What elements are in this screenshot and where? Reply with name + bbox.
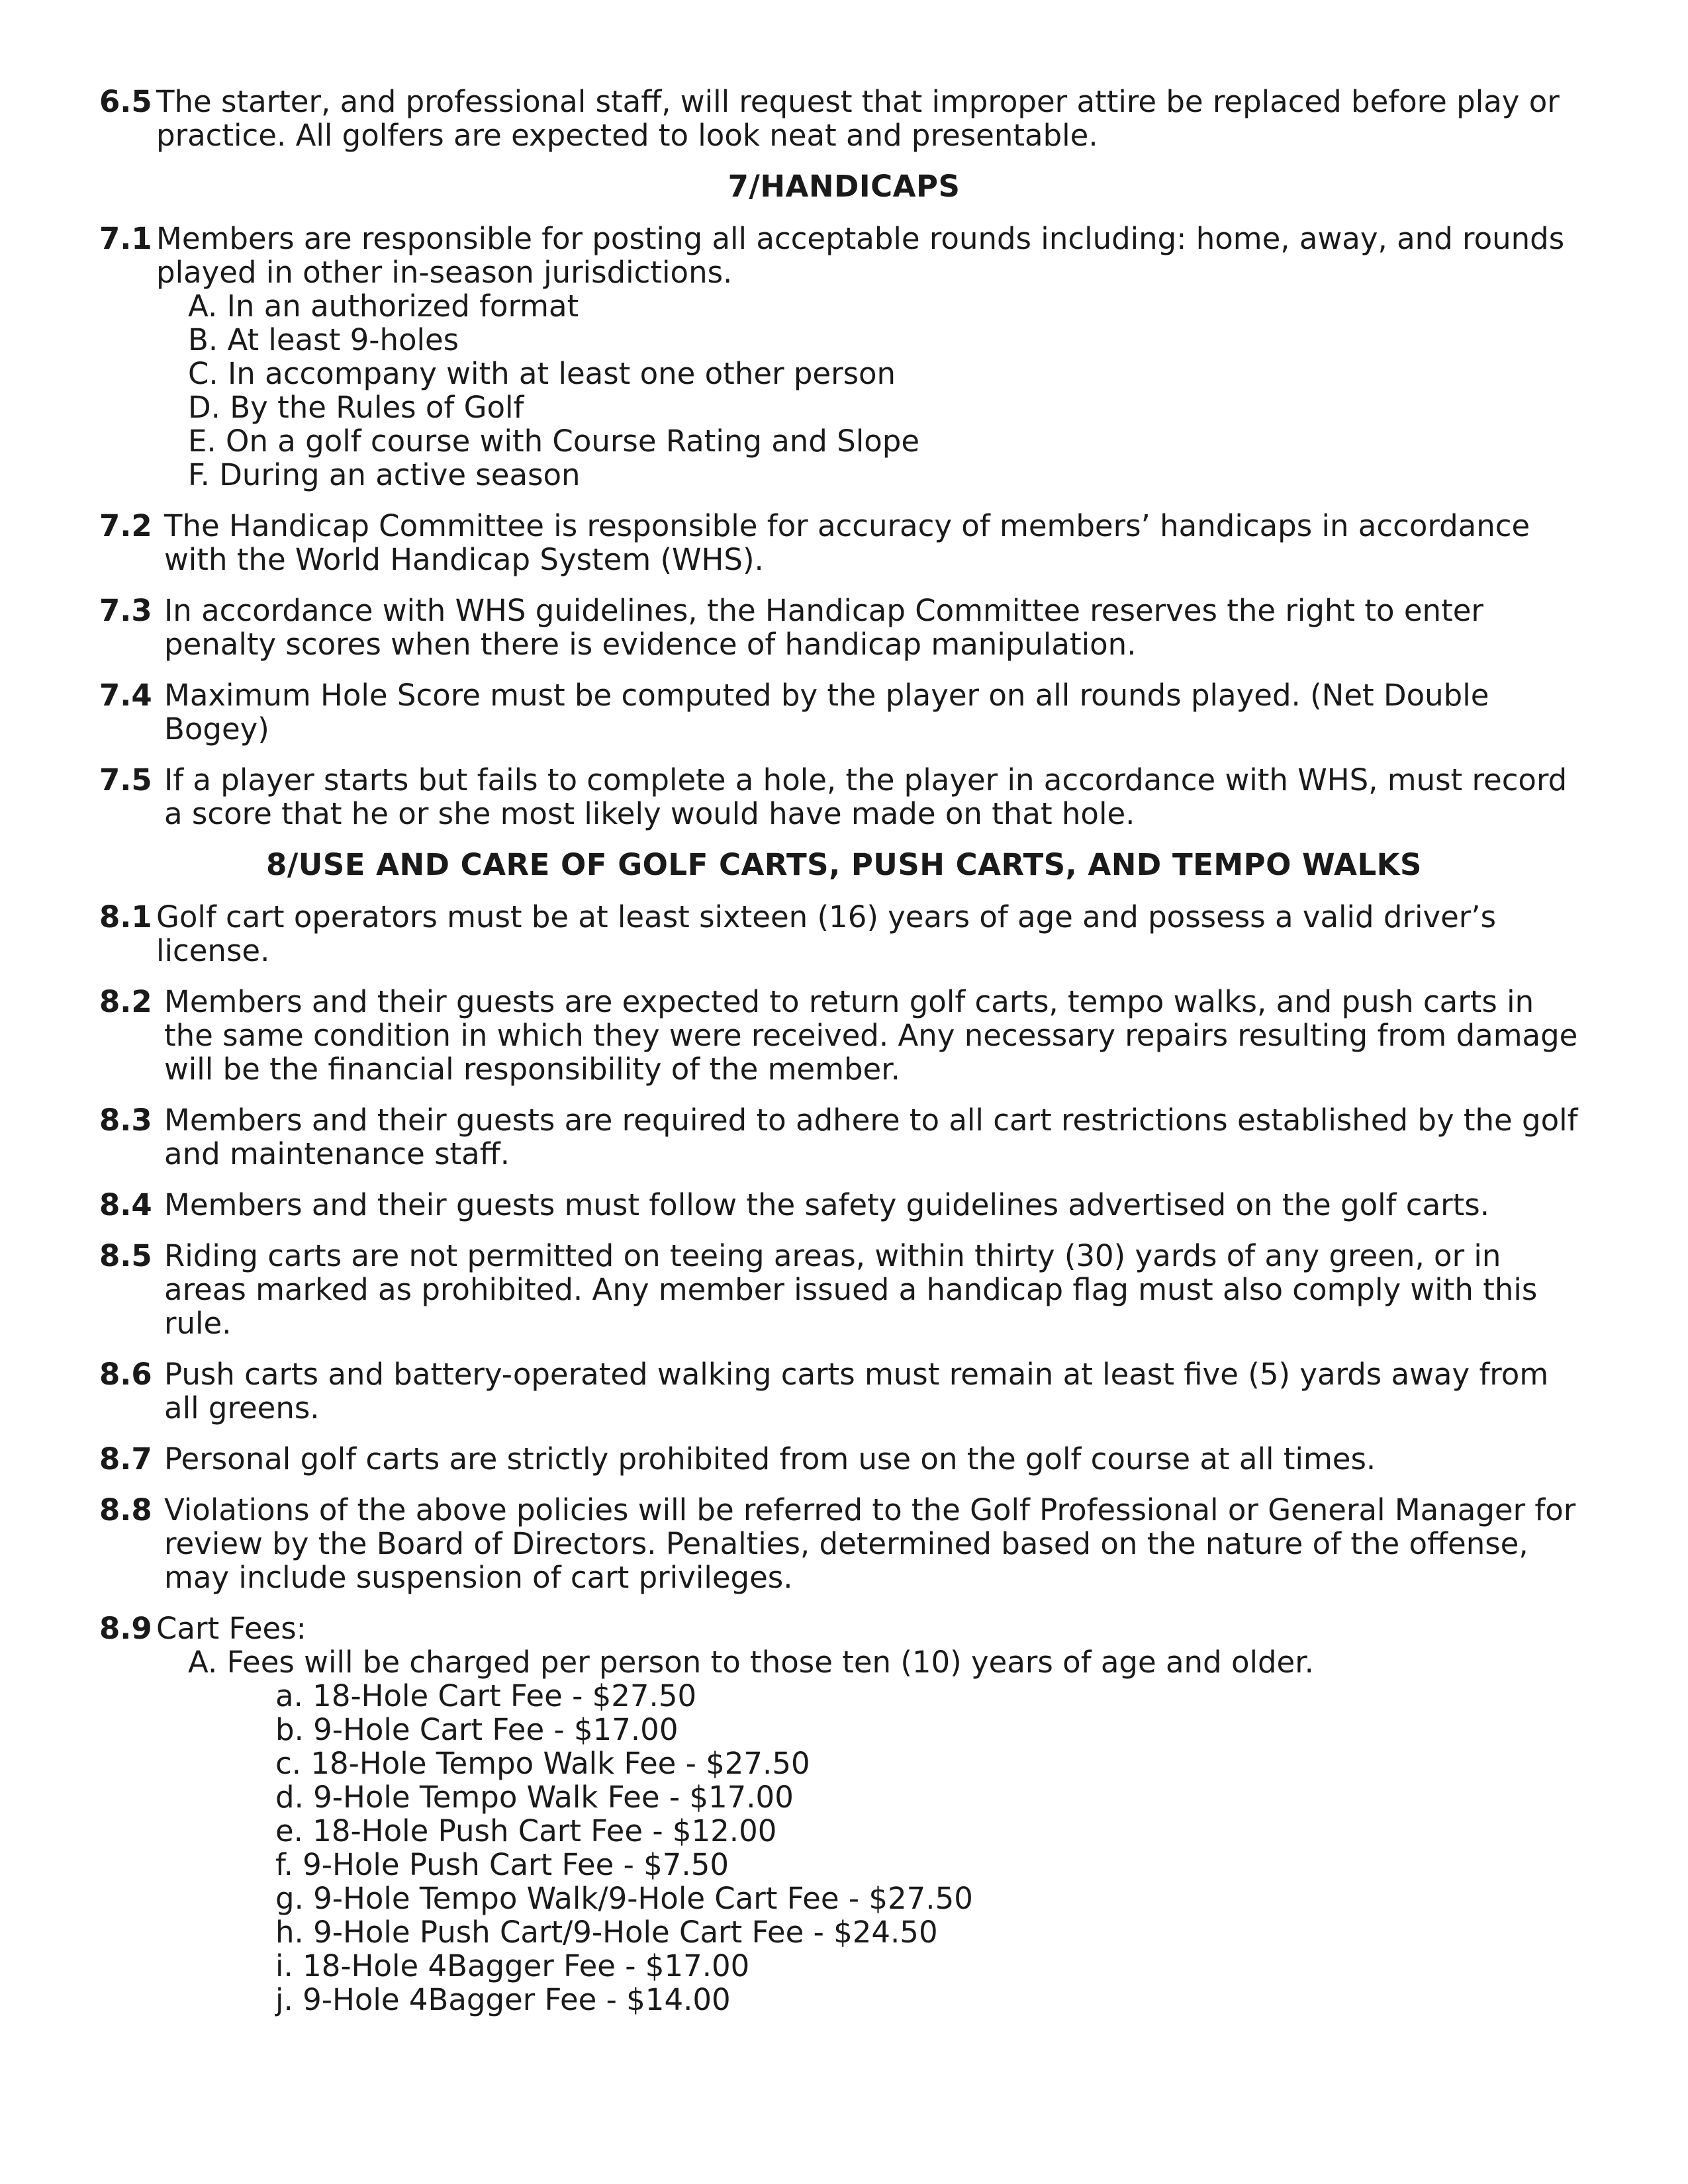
fee-item: j. 9-Hole 4Bagger Fee - $14.00 [275, 1982, 731, 2017]
rule-number: 8.1 [99, 899, 152, 934]
section-heading-carts: 8/USE AND CARE OF GOLF CARTS, PUSH CARTS, AND TEMPO WALKS [266, 847, 1422, 882]
rule-text: The starter, and professional staff, will request that improper attire be replaced before play or practice. All golfers are expected to look neat and presentable. [156, 84, 1560, 153]
fee-policy-line: A. Fees will be charged per person to those ten (10) years of age and older. [188, 1645, 1314, 1680]
rule-8-9 [99, 1612, 1589, 2017]
rule-text: Members and their guests are required to adhere to all cart restrictions established by the golf and maintenance staff. [164, 1103, 1578, 1171]
rule-text: Push carts and battery-operated walking carts must remain at least five (5) yards away from all greens. [164, 1357, 1549, 1426]
rule-number: 8.8 [99, 1492, 152, 1527]
rule-8-7 [99, 1442, 1589, 1476]
rule-number: 8.7 [99, 1441, 152, 1477]
rule-8-2 [99, 985, 1589, 1086]
cart-fee-list [156, 1679, 1589, 2017]
rule-8-5 [99, 1239, 1589, 1340]
rule-8-8 [99, 1493, 1589, 1594]
rule-7-4 [99, 678, 1589, 746]
rule-8-1 [99, 900, 1589, 968]
rule-7-5 [99, 763, 1589, 831]
rule-text: Members and their guests must follow the safety guidelines advertised on the golf carts. [164, 1187, 1489, 1222]
rule-text: Members and their guests are expected to return golf carts, tempo walks, and push carts in the same condition in which they were received. Any necessary repairs resulting from damage will be the financial responsibility of the member. [164, 984, 1578, 1087]
rule-number: 8.9 [99, 1611, 152, 1646]
rule-6-5 [99, 85, 1589, 152]
list-item: F. During an active season [188, 457, 581, 492]
section-heading-handicaps: 7/HANDICAPS [727, 169, 961, 204]
rule-7-1-list [156, 289, 1589, 492]
rule-number: 8.5 [99, 1238, 152, 1273]
rule-text: The Handicap Committee is responsible for accuracy of members’ handicaps in accordance with the World Handicap System (WHS). [164, 508, 1530, 577]
fee-item: b. 9-Hole Cart Fee - $17.00 [275, 1712, 679, 1747]
fee-item: i. 18-Hole 4Bagger Fee - $17.00 [275, 1948, 750, 1983]
rule-number: 6.5 [99, 84, 152, 119]
rule-number: 8.4 [99, 1187, 152, 1222]
rule-text: Riding carts are not permitted on teeing areas, within thirty (30) yards of any green, or in areas marked as prohibited. Any member issued a handicap flag must also comply with this rule. [164, 1238, 1538, 1341]
fee-item: d. 9-Hole Tempo Walk Fee - $17.00 [275, 1780, 794, 1815]
list-item: C. In accompany with at least one other person [188, 356, 896, 391]
rule-text: Violations of the above policies will be referred to the Golf Professional or General Manager for review by the Board of Directors. Penalties, determined based on the nature of the offense, may include suspension of cart privileges. [164, 1492, 1576, 1595]
rule-text: If a player starts but fails to complete a hole, the player in accordance with WHS, must record a score that he or she most likely would have made on that hole. [164, 762, 1568, 831]
fee-item: c. 18-Hole Tempo Walk Fee - $27.50 [275, 1746, 810, 1781]
rule-number: 7.4 [99, 678, 152, 713]
rule-text: Members are responsible for posting all acceptable rounds including: home, away, and rounds played in other in-season jurisdictions. [156, 221, 1565, 290]
rule-number: 7.1 [99, 221, 152, 256]
fee-item: e. 18-Hole Push Cart Fee - $12.00 [275, 1813, 777, 1848]
rule-8-3 [99, 1103, 1589, 1171]
rule-number: 8.6 [99, 1357, 152, 1392]
list-item: D. By the Rules of Golf [188, 390, 524, 425]
rule-7-1 [99, 222, 1589, 492]
rule-body [156, 1612, 1589, 2017]
rule-text: Golf cart operators must be at least sixteen (16) years of age and possess a valid driver’s license. [156, 899, 1497, 968]
rule-text: In accordance with WHS guidelines, the Handicap Committee reserves the right to enter penalty scores when there is evidence of handicap manipulation. [164, 593, 1483, 662]
rule-7-3 [99, 594, 1589, 661]
fee-item: f. 9-Hole Push Cart Fee - $7.50 [275, 1847, 729, 1882]
rule-number: 7.5 [99, 762, 152, 797]
rule-number: 8.2 [99, 984, 152, 1019]
rule-text: Cart Fees: [156, 1611, 306, 1646]
rule-8-4 [99, 1188, 1589, 1222]
rule-number: 7.3 [99, 593, 152, 628]
rule-number: 8.3 [99, 1103, 152, 1138]
list-item: A. In an authorized format [188, 289, 579, 324]
fee-item: a. 18-Hole Cart Fee - $27.50 [275, 1678, 697, 1713]
rule-number: 7.2 [99, 508, 152, 543]
rule-text: Personal golf carts are strictly prohibited from use on the golf course at all times. [164, 1441, 1376, 1477]
rule-text: Maximum Hole Score must be computed by the player on all rounds played. (Net Double Bogey) [164, 678, 1489, 747]
document-page [99, 85, 1589, 2034]
rule-7-2 [99, 509, 1589, 576]
list-item: E. On a golf course with Course Rating and Slope [188, 424, 920, 459]
fee-item: h. 9-Hole Push Cart/9-Hole Cart Fee - $24.50 [275, 1915, 938, 1950]
rule-8-6 [99, 1357, 1589, 1425]
fee-item: g. 9-Hole Tempo Walk/9-Hole Cart Fee - $27.50 [275, 1881, 973, 1916]
list-item: B. At least 9-holes [188, 322, 459, 357]
rule-body [156, 222, 1589, 492]
